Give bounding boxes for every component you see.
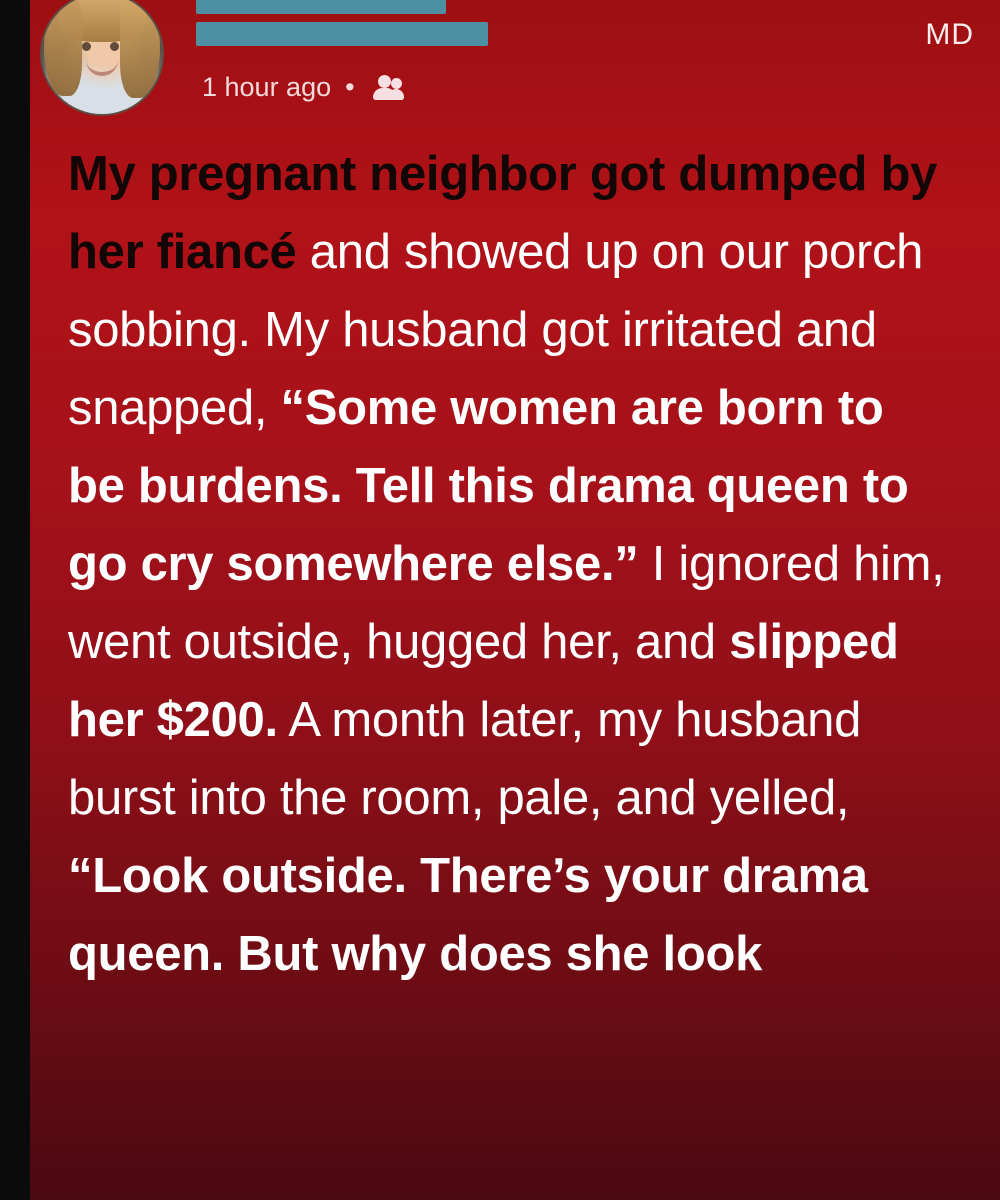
friends-icon-head-1 <box>378 75 391 88</box>
avatar-eye-right <box>110 42 119 51</box>
post-segment-3: “Some women are born to be burdens. Tell this drama queen to go cry somewhere else.” <box>68 381 909 591</box>
post-meta-row <box>202 72 403 103</box>
redacted-author-subtitle <box>196 22 488 46</box>
post-segment-2: and showed up on our porch sobbing. My husband got irritated and snapped, <box>68 225 924 435</box>
redacted-author-name <box>196 0 446 14</box>
avatar-hair-right <box>120 0 160 98</box>
post-timestamp[interactable]: 1 hour ago <box>202 72 332 102</box>
left-edge-strip <box>0 0 30 1200</box>
post-segment-5: slipped her $200. <box>68 615 899 747</box>
post-segment-6: A month later, my husband burst into the room, pale, and yelled, <box>68 693 862 825</box>
friends-icon-body-2 <box>388 89 404 100</box>
post-body-text <box>68 135 953 993</box>
friends-icon[interactable] <box>369 73 403 103</box>
avatar-hair-left <box>44 0 82 96</box>
watermark-label: MD <box>925 18 974 51</box>
avatar-eye-left <box>82 42 91 51</box>
meta-separator: • <box>345 72 355 102</box>
post-segment-1: My pregnant neighbor got dumped by her fiancé <box>68 147 938 279</box>
post-segment-4: I ignored him, went outside, hugged her, and <box>68 537 945 669</box>
post-segment-7: “Look outside. There’s your drama queen. But <box>68 849 868 981</box>
avatar[interactable] <box>40 0 164 116</box>
post-header <box>34 0 934 127</box>
post-segment-8: why does she look <box>331 927 763 981</box>
friends-icon-head-2 <box>391 78 402 89</box>
